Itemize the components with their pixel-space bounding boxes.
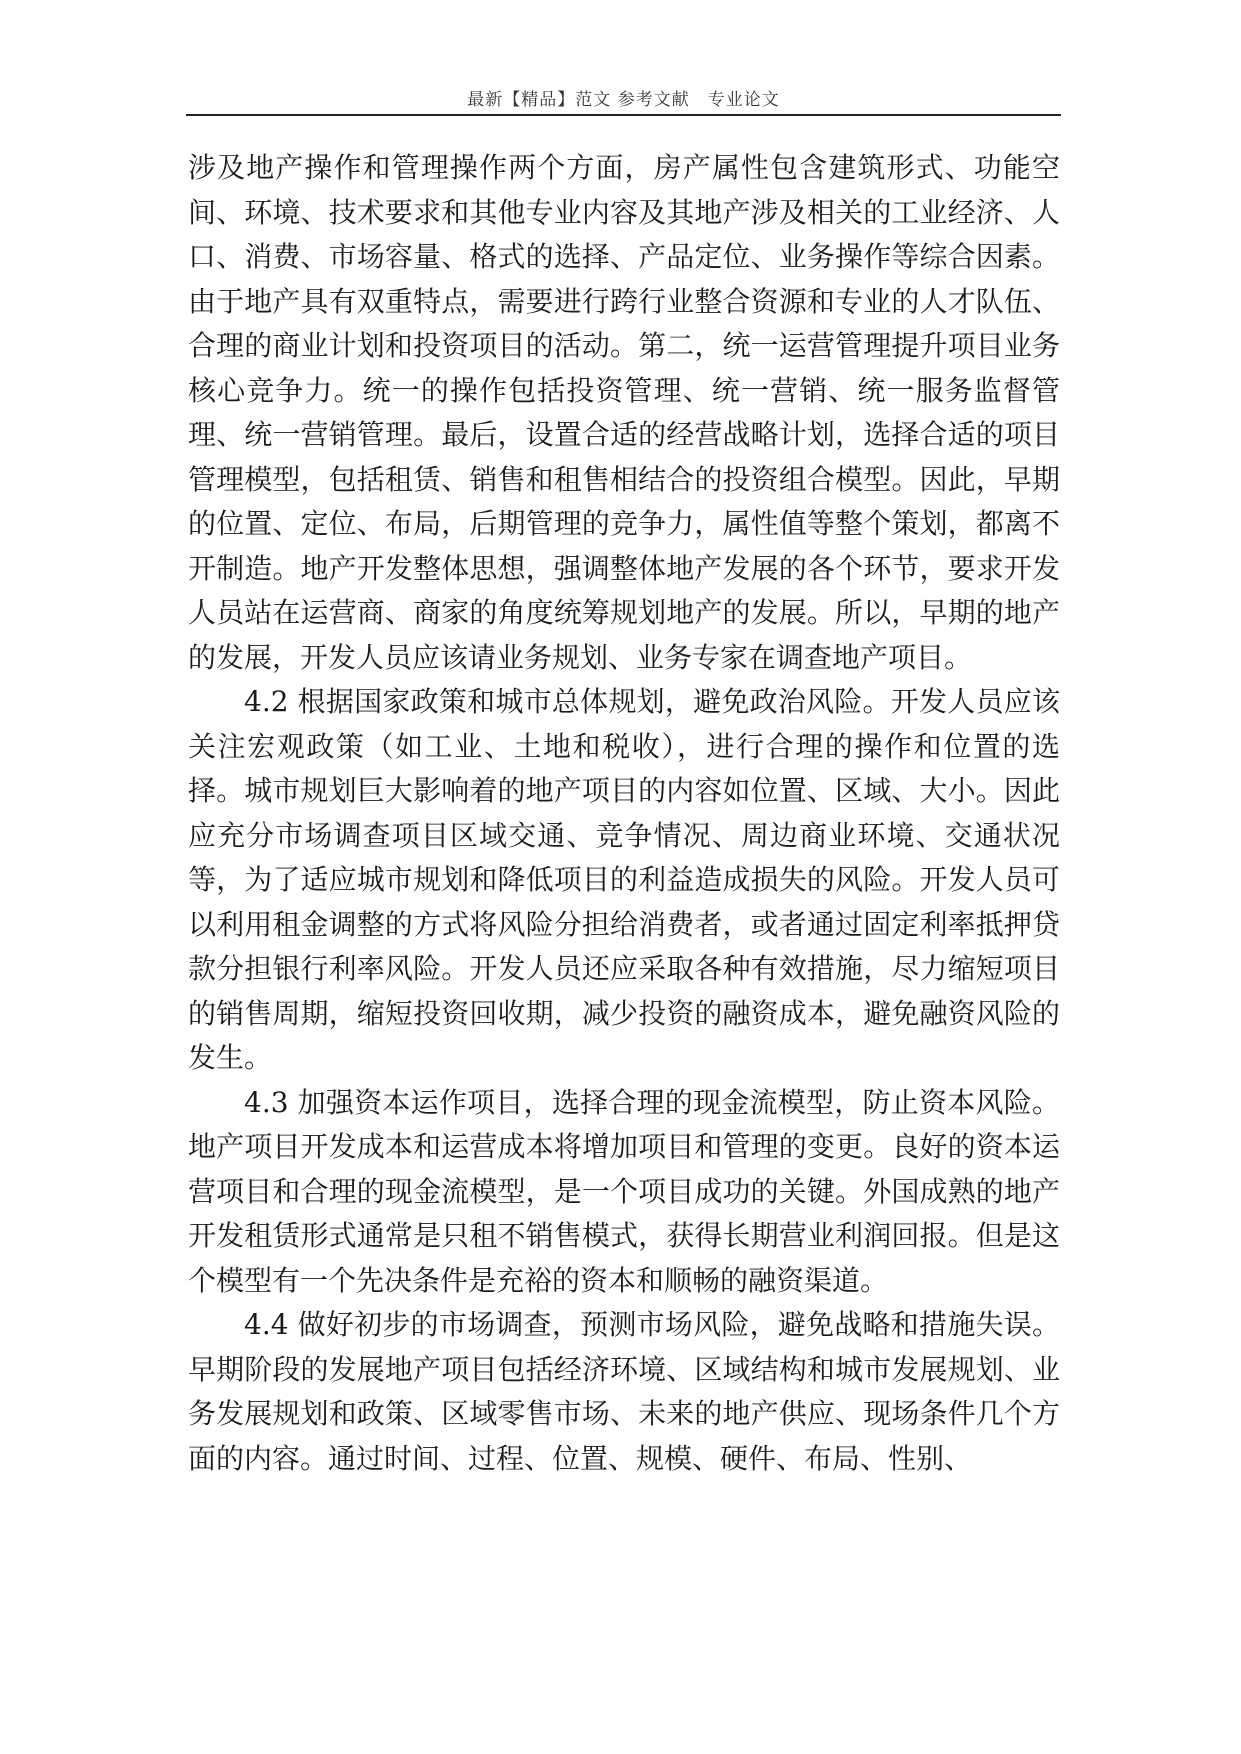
header-divider	[186, 114, 1061, 116]
paragraph-4: 4.4 做好初步的市场调查，预测市场风险，避免战略和措施失误。早期阶段的发展地产项目包括经济环境、区域结构和城市发展规划、业务发展规划和政策、区域零售市场、未来的地产供应、现场条件几个方面的内容。通过时间、过程、位置、规模、硬件、布局、性别、	[188, 1308, 1060, 1475]
document-body	[188, 146, 1060, 1481]
paragraph-3: 4.3 加强资本运作项目，选择合理的现金流模型，防止资本风险。地产项目开发成本和运营成本将增加项目和管理的变更。良好的资本运营项目和合理的现金流模型，是一个项目成功的关键。外国成熟的地产开发租赁形式通常是只租不销售模式，获得长期营业利润回报。但是这个模型有一个先决条件是充裕的资本和顺畅的融资渠道。	[188, 1085, 1060, 1297]
paragraph-2: 4.2 根据国家政策和城市总体规划，避免政治风险。开发人员应该关注宏观政策（如工业、土地和税收），进行合理的操作和位置的选择。城市规划巨大影响着的地产项目的内容如位置、区域、大小。因此应充分市场调查项目区域交通、竞争情况、周边商业环境、交通状况等，为了适应城市规划和降低项目的利益造成损失的风险。开发人员可以利用租金调整的方式将风险分担给消费者，或者通过固定利率抵押贷款分担银行利率风险。开发人员还应采取各种有效措施，尽力缩短项目的销售周期，缩短投资回收期，减少投资的融资成本，避免融资风险的发生。	[188, 685, 1060, 1074]
paragraph-1: 涉及地产操作和管理操作两个方面，房产属性包含建筑形式、功能空间、环境、技术要求和其他专业内容及其地产涉及相关的工业经济、人口、消费、市场容量、格式的选择、产品定位、业务操作等综合因素。由于地产具有双重特点，需要进行跨行业整合资源和专业的人才队伍、合理的商业计划和投资项目的活动。第二，统一运营管理提升项目业务核心竞争力。统一的操作包括投资管理、统一营销、统一服务监督管理、统一营销管理。最后，设置合适的经营战略计划，选择合适的项目管理模型，包括租赁、销售和租售相结合的投资组合模型。因此，早期的位置、定位、布局，后期管理的竞争力，属性值等整个策划，都离不开制造。地产开发整体思想，强调整体地产发展的各个环节，要求开发人员站在运营商、商家的角度统筹规划地产的发展。所以，早期的地产的发展，开发人员应该请业务规划、业务专家在调查地产项目。	[188, 151, 1060, 674]
page-header: 最新【精品】范文 参考文献 专业论文	[467, 90, 780, 110]
